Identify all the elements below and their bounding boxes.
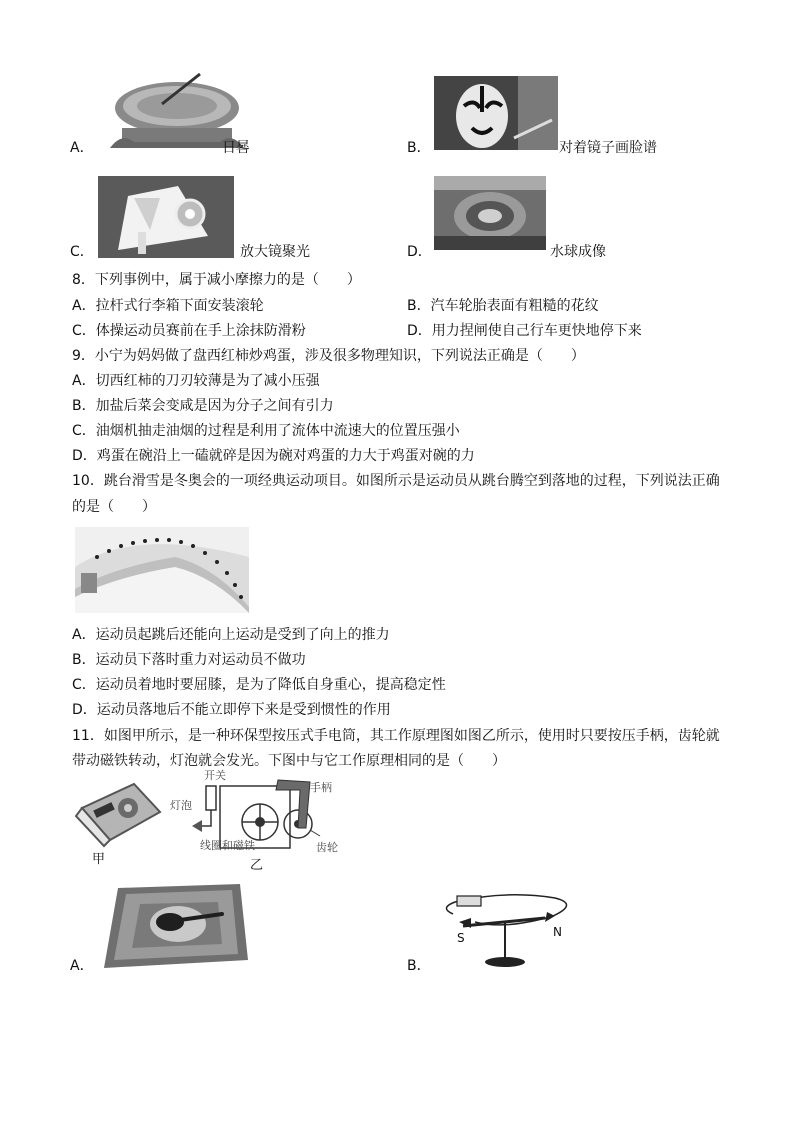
label-gear: 齿轮: [316, 841, 338, 854]
option-caption: 对着镜子画脸谱: [559, 140, 657, 156]
q11-option-a[interactable]: [70, 882, 370, 974]
question-stem: 8．下列事例中，属于减小摩擦力的是（ ）: [72, 272, 361, 288]
option-c[interactable]: C．运动员着地时要屈膝，是为了降低自身重心，提高稳定性: [72, 677, 446, 693]
label-bulb: 灯泡: [170, 799, 192, 812]
figure-label-jia: 甲: [92, 852, 106, 867]
option-a[interactable]: A．拉杆式行李箱下面安装滚轮: [72, 298, 264, 314]
pole-s-label: S: [457, 931, 465, 945]
question-stem-line2: 带动磁铁转动，灯泡就会发光。下图中与它工作原理相同的是（ ）: [72, 753, 506, 769]
circuit-figure: [170, 769, 350, 873]
flashlight-figure: [74, 778, 164, 870]
pole-n-label: N: [553, 925, 562, 939]
question-stem-line2: 的是（ ）: [72, 499, 156, 515]
label-handle: 手柄: [310, 781, 332, 794]
option-b[interactable]: B．运动员下落时重力对运动员不做功: [72, 652, 306, 668]
ski-jump-image: [75, 527, 249, 613]
magnifier-image: [98, 176, 234, 258]
q11-option-b[interactable]: [407, 882, 707, 974]
option-c[interactable]: C．体操运动员赛前在手上涂抹防滑粉: [72, 323, 306, 339]
q7-option-d[interactable]: [407, 176, 707, 266]
question-stem: 9．小宁为妈妈做了盘西红柿炒鸡蛋，涉及很多物理知识，下列说法正确是（ ）: [72, 348, 585, 364]
coil-magnet-figure: [435, 888, 585, 970]
option-d[interactable]: D．鸡蛋在碗沿上一磕就碎是因为碗对鸡蛋的力大于鸡蛋对碗的力: [72, 448, 475, 464]
option-d[interactable]: D．运动员落地后不能立即停下来是受到惯性的作用: [72, 702, 391, 718]
question-10: [0, 471, 794, 721]
option-letter: C．: [70, 244, 94, 260]
water-ball-image: [434, 176, 546, 250]
option-caption: 日晷: [222, 140, 250, 156]
question-stem-line1: 10．跳台滑雪是冬奥会的一项经典运动项目。如图所示是运动员从跳台腾空到落地的过程，下列说法正确: [72, 473, 720, 489]
sinan-compass-image: [100, 882, 250, 970]
option-letter: A．: [70, 958, 94, 974]
question-9: [0, 346, 794, 471]
option-letter: B．: [407, 140, 431, 156]
figure-label-yi: 乙: [250, 858, 264, 873]
option-d[interactable]: D．用力捏闸使自己行车更快地停下来: [407, 323, 642, 339]
q7-option-c[interactable]: [70, 176, 370, 266]
option-a[interactable]: A．运动员起跳后还能向上运动是受到了向上的推力: [72, 627, 390, 643]
label-switch: 开关: [204, 769, 226, 782]
q7-option-a[interactable]: [70, 70, 370, 160]
option-letter: B．: [407, 958, 431, 974]
option-caption: 放大镜聚光: [240, 244, 310, 260]
option-a[interactable]: A．切西红柿的刀刃较薄是为了减小压强: [72, 373, 320, 389]
q7-option-b[interactable]: [407, 70, 707, 160]
option-b[interactable]: B．加盐后菜会变咸是因为分子之间有引力: [72, 398, 334, 414]
option-caption: 水球成像: [550, 244, 606, 260]
question-stem-line1: 11．如图甲所示，是一种环保型按压式手电筒，其工作原理图如图乙所示，使用时只要按压手柄，齿轮就: [72, 728, 720, 744]
option-c[interactable]: C．油烟机抽走油烟的过程是利用了流体中流速大的位置压强小: [72, 423, 460, 439]
question-11: [0, 726, 794, 976]
option-letter: D．: [407, 244, 432, 260]
face-painting-mirror-image: [434, 76, 558, 150]
question-8: [0, 270, 794, 345]
option-b[interactable]: B．汽车轮胎表面有粗糙的花纹: [407, 298, 599, 314]
option-letter: A．: [70, 140, 94, 156]
label-coil-magnet: 线圈和磁铁: [200, 839, 255, 852]
